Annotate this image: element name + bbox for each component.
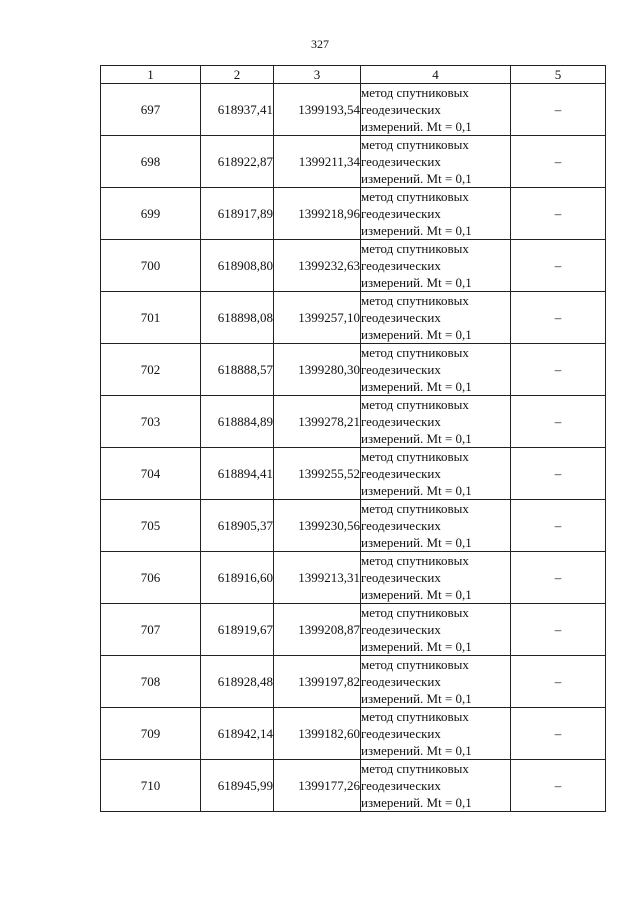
column-header-2: 2 — [201, 66, 274, 84]
method-text-line: измерений. Mt = 0,1 — [361, 535, 472, 550]
method-text-line: измерений. Mt = 0,1 — [361, 223, 472, 238]
method-text-line: геодезических — [361, 726, 441, 741]
page-number: 327 — [311, 37, 329, 51]
y-coordinate-cell: 1399255,52 — [274, 448, 361, 500]
method-text-line: измерений. Mt = 0,1 — [361, 275, 472, 290]
point-number-cell: 702 — [101, 344, 201, 396]
method-text-line: измерений. Mt = 0,1 — [361, 119, 472, 134]
point-number-cell: 701 — [101, 292, 201, 344]
x-coordinate-cell: 618937,41 — [201, 84, 274, 136]
x-coordinate-cell: 618884,89 — [201, 396, 274, 448]
method-cell — [361, 136, 511, 188]
column-header-5: 5 — [511, 66, 606, 84]
point-number-cell: 703 — [101, 396, 201, 448]
method-text-line: геодезических — [361, 778, 441, 793]
note-cell: – — [511, 136, 606, 188]
method-cell — [361, 604, 511, 656]
method-text-line: метод спутниковых — [361, 657, 469, 672]
point-number-cell: 706 — [101, 552, 201, 604]
method-cell — [361, 448, 511, 500]
method-text-line: метод спутниковых — [361, 345, 469, 360]
y-coordinate-cell: 1399208,87 — [274, 604, 361, 656]
table-row — [101, 240, 606, 292]
method-cell — [361, 760, 511, 812]
note-cell: – — [511, 500, 606, 552]
y-coordinate-cell: 1399218,96 — [274, 188, 361, 240]
note-cell: – — [511, 760, 606, 812]
method-text-line: измерений. Mt = 0,1 — [361, 379, 472, 394]
x-coordinate-cell: 618942,14 — [201, 708, 274, 760]
method-cell — [361, 344, 511, 396]
method-text-line: метод спутниковых — [361, 553, 469, 568]
method-cell — [361, 708, 511, 760]
column-header-3: 3 — [274, 66, 361, 84]
column-header-4: 4 — [361, 66, 511, 84]
y-coordinate-cell: 1399232,63 — [274, 240, 361, 292]
table-body — [101, 84, 606, 812]
y-coordinate-cell: 1399230,56 — [274, 500, 361, 552]
table-row — [101, 760, 606, 812]
x-coordinate-cell: 618888,57 — [201, 344, 274, 396]
note-cell: – — [511, 708, 606, 760]
y-coordinate-cell: 1399213,31 — [274, 552, 361, 604]
method-text-line: измерений. Mt = 0,1 — [361, 743, 472, 758]
note-cell: – — [511, 84, 606, 136]
x-coordinate-cell: 618945,99 — [201, 760, 274, 812]
method-text-line: метод спутниковых — [361, 241, 469, 256]
method-cell — [361, 552, 511, 604]
table-row — [101, 604, 606, 656]
table-row — [101, 136, 606, 188]
x-coordinate-cell: 618917,89 — [201, 188, 274, 240]
y-coordinate-cell: 1399193,54 — [274, 84, 361, 136]
x-coordinate-cell: 618905,37 — [201, 500, 274, 552]
method-cell — [361, 292, 511, 344]
note-cell: – — [511, 188, 606, 240]
y-coordinate-cell: 1399197,82 — [274, 656, 361, 708]
x-coordinate-cell: 618919,67 — [201, 604, 274, 656]
method-text-line: геодезических — [361, 362, 441, 377]
method-text-line: измерений. Mt = 0,1 — [361, 639, 472, 654]
table-row — [101, 396, 606, 448]
method-text-line: измерений. Mt = 0,1 — [361, 795, 472, 810]
point-number-cell: 697 — [101, 84, 201, 136]
x-coordinate-cell: 618922,87 — [201, 136, 274, 188]
method-text-line: геодезических — [361, 102, 441, 117]
coordinates-table — [100, 65, 606, 812]
point-number-cell: 710 — [101, 760, 201, 812]
method-text-line: геодезических — [361, 310, 441, 325]
x-coordinate-cell: 618894,41 — [201, 448, 274, 500]
method-text-line: метод спутниковых — [361, 605, 469, 620]
method-text-line: метод спутниковых — [361, 501, 469, 516]
method-text-line: метод спутниковых — [361, 761, 469, 776]
point-number-cell: 699 — [101, 188, 201, 240]
method-cell — [361, 656, 511, 708]
method-text-line: метод спутниковых — [361, 85, 469, 100]
y-coordinate-cell: 1399211,34 — [274, 136, 361, 188]
point-number-cell: 705 — [101, 500, 201, 552]
note-cell: – — [511, 396, 606, 448]
method-cell — [361, 84, 511, 136]
method-text-line: геодезических — [361, 154, 441, 169]
method-cell — [361, 396, 511, 448]
note-cell: – — [511, 292, 606, 344]
table-row — [101, 292, 606, 344]
method-text-line: геодезических — [361, 258, 441, 273]
x-coordinate-cell: 618908,80 — [201, 240, 274, 292]
table-row — [101, 500, 606, 552]
method-text-line: измерений. Mt = 0,1 — [361, 431, 472, 446]
point-number-cell: 707 — [101, 604, 201, 656]
note-cell: – — [511, 448, 606, 500]
method-text-line: геодезических — [361, 466, 441, 481]
method-text-line: метод спутниковых — [361, 293, 469, 308]
method-text-line: измерений. Mt = 0,1 — [361, 327, 472, 342]
note-cell: – — [511, 344, 606, 396]
point-number-cell: 709 — [101, 708, 201, 760]
y-coordinate-cell: 1399280,30 — [274, 344, 361, 396]
table-row — [101, 552, 606, 604]
x-coordinate-cell: 618898,08 — [201, 292, 274, 344]
note-cell: – — [511, 240, 606, 292]
y-coordinate-cell: 1399257,10 — [274, 292, 361, 344]
table-row — [101, 188, 606, 240]
method-text-line: геодезических — [361, 570, 441, 585]
method-text-line: метод спутниковых — [361, 189, 469, 204]
table-row — [101, 708, 606, 760]
table-row — [101, 84, 606, 136]
point-number-cell: 698 — [101, 136, 201, 188]
method-text-line: геодезических — [361, 622, 441, 637]
table-row — [101, 448, 606, 500]
method-cell — [361, 240, 511, 292]
method-text-line: геодезических — [361, 674, 441, 689]
method-text-line: метод спутниковых — [361, 137, 469, 152]
note-cell: – — [511, 552, 606, 604]
point-number-cell: 708 — [101, 656, 201, 708]
y-coordinate-cell: 1399177,26 — [274, 760, 361, 812]
point-number-cell: 704 — [101, 448, 201, 500]
method-text-line: метод спутниковых — [361, 709, 469, 724]
y-coordinate-cell: 1399182,60 — [274, 708, 361, 760]
y-coordinate-cell: 1399278,21 — [274, 396, 361, 448]
point-number-cell: 700 — [101, 240, 201, 292]
method-text-line: геодезических — [361, 206, 441, 221]
x-coordinate-cell: 618928,48 — [201, 656, 274, 708]
method-text-line: метод спутниковых — [361, 449, 469, 464]
method-cell — [361, 500, 511, 552]
method-text-line: измерений. Mt = 0,1 — [361, 483, 472, 498]
note-cell: – — [511, 604, 606, 656]
column-header-1: 1 — [101, 66, 201, 84]
x-coordinate-cell: 618916,60 — [201, 552, 274, 604]
method-text-line: метод спутниковых — [361, 397, 469, 412]
method-text-line: измерений. Mt = 0,1 — [361, 587, 472, 602]
method-text-line: измерений. Mt = 0,1 — [361, 171, 472, 186]
note-cell: – — [511, 656, 606, 708]
method-text-line: геодезических — [361, 414, 441, 429]
header-row — [101, 66, 606, 84]
method-text-line: измерений. Mt = 0,1 — [361, 691, 472, 706]
table-row — [101, 344, 606, 396]
method-text-line: геодезических — [361, 518, 441, 533]
table-row — [101, 656, 606, 708]
method-cell — [361, 188, 511, 240]
